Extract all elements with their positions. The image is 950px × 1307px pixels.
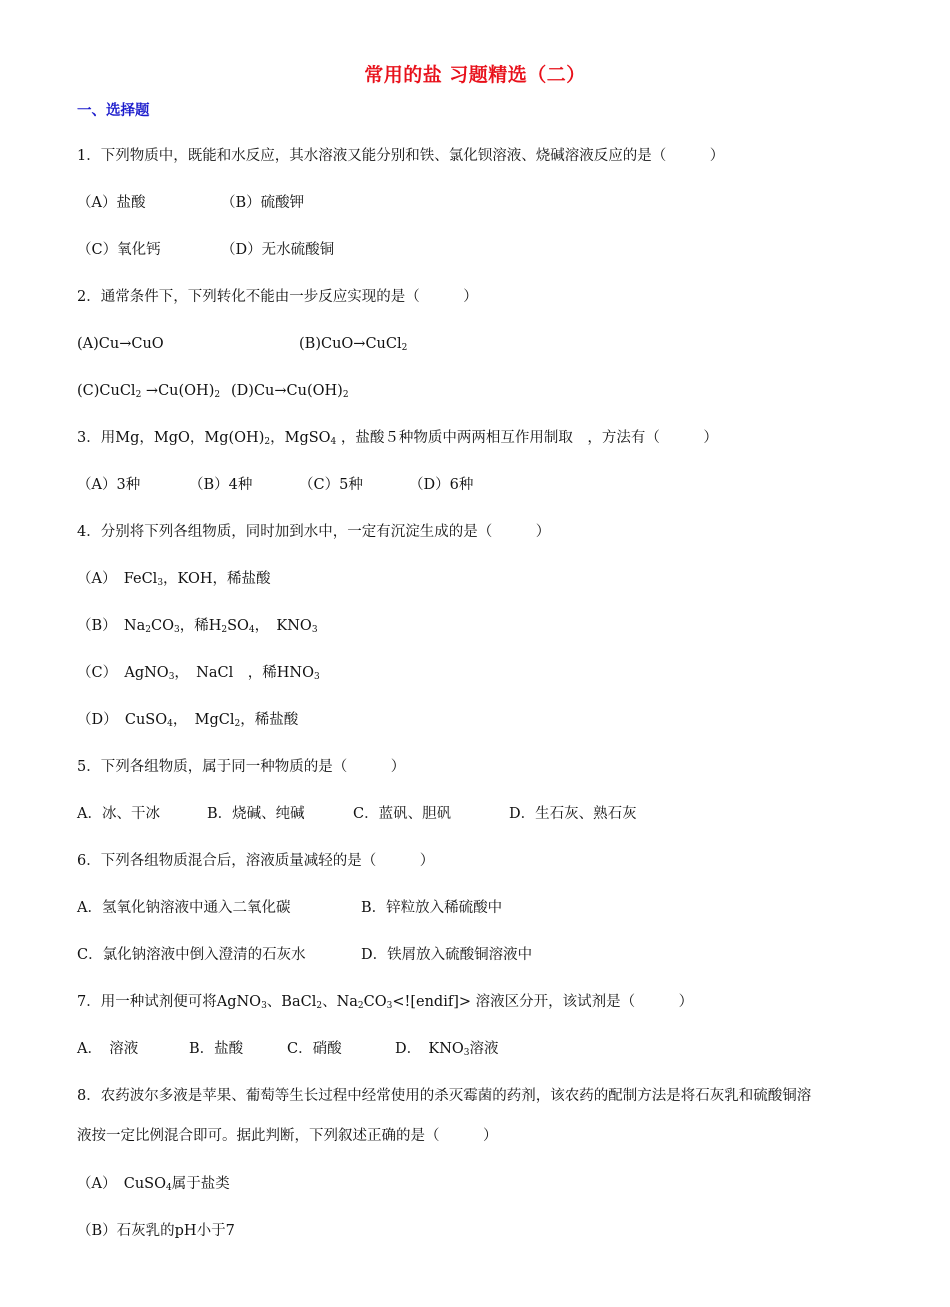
q4-option-d: （D） CuSO$_4$， MgCl$_2$，稀盐酸 (77, 712, 299, 729)
q2-option-b: (B)CuO→CuCl$_2$ (299, 336, 408, 353)
q8-stem-line2: 液按一定比例混合即可。据此判断，下列叙述正确的是（ ） (77, 1128, 498, 1144)
q7-options (77, 1039, 499, 1059)
q1-stem: 1．下列物质中，既能和水反应，其水溶液又能分别和铁、氯化钡溶液、烧碱溶液反应的是（ ） (77, 148, 725, 164)
q1-option-a: （A）盐酸 (77, 195, 146, 211)
q4-stem: 4．分别将下列各组物质，同时加到水中，一定有沉淀生成的是（ ） (77, 524, 551, 540)
q6-option-a: A．氢氧化钠溶液中通入二氧化碳 (77, 900, 291, 916)
q2-options-cd (77, 381, 349, 401)
q1-option-d: （D）无水硫酸铜 (221, 242, 335, 258)
q1-option-c: （C）氧化钙 (77, 242, 161, 258)
q3-option-d: （D）6种 (409, 477, 474, 493)
q3-stem: 3．用Mg，MgO，$Mg(OH)_2$，MgSO$_4$ ，盐酸５种物质中两两相互作用制取 ，方法有（ ） (77, 430, 718, 447)
q6-option-d: D．铁屑放入硫酸铜溶液中 (361, 947, 533, 963)
q8-option-a: （A） CuSO$_4$属于盐类 (77, 1176, 230, 1193)
q1-options-cd (77, 240, 334, 260)
q7-option-b: B．盐酸 (189, 1041, 244, 1057)
q2-option-a: (A)Cu→CuO (77, 336, 164, 352)
q7-stem: 7．用一种试剂便可将AgNO$_3$、BaCl$_2$、$Na_2CO_3<![endif]>$ 溶液区分开，该试剂是（ ） (77, 994, 694, 1011)
q4-option-c: （C） AgNO$_3$， NaCl ，稀$HNO_3$ (77, 665, 320, 682)
q6-option-b: B．锌粒放入稀硫酸中 (361, 900, 503, 916)
q6-option-c: C．氯化钠溶液中倒入澄清的石灰水 (77, 947, 306, 963)
q1-option-b: （B）硫酸钾 (221, 195, 305, 211)
q8-stem-line1: 8．农药波尔多液是苹果、葡萄等生长过程中经常使用的杀灭霉菌的药剂，该农药的配制方法是将石灰乳和硫酸铜溶 (77, 1088, 812, 1104)
q2-stem: 2．通常条件下，下列转化不能由一步反应实现的是（ ） (77, 289, 478, 305)
q7-option-a: A． 溶液 (77, 1041, 139, 1057)
q5-option-c: C．蓝矾、胆矾 (353, 806, 452, 822)
q5-options (77, 804, 637, 824)
q5-option-b: B．烧碱、纯碱 (207, 806, 305, 822)
q5-option-a: A．冰、干冰 (77, 806, 160, 822)
q2-option-c: (C)CuCl$_2$ $\to Cu(OH)_2$ (77, 383, 221, 400)
q6-options-cd (77, 945, 532, 965)
section-heading: 一、选择题 (77, 103, 150, 119)
q4-option-a: （A） FeCl$_3$，KOH，稀盐酸 (77, 571, 271, 588)
q3-option-c: （C）5种 (299, 477, 363, 493)
q6-stem: 6．下列各组物质混合后，溶液质量减轻的是（ ） (77, 853, 435, 869)
q2-option-d: $(D)Cu\to Cu(OH)_2$ (231, 383, 349, 400)
q3-options (77, 475, 473, 495)
q3-option-a: （A）3种 (77, 477, 141, 493)
q2-options-ab (77, 334, 407, 354)
q5-stem: 5．下列各组物质，属于同一种物质的是（ ） (77, 759, 406, 775)
q3-option-b: （B）4种 (189, 477, 253, 493)
page-title: 常用的盐 习题精选（二） (364, 64, 586, 86)
q7-option-c: C．硝酸 (287, 1041, 342, 1057)
q1-options-ab (77, 193, 304, 213)
q7-option-d: D． $KNO_3$溶液 (395, 1041, 499, 1058)
q8-option-b: （B）石灰乳的pH小于7 (77, 1223, 235, 1239)
q5-option-d: D．生石灰、熟石灰 (509, 806, 637, 822)
q4-option-b: （B） $Na_2CO_3$，稀$H_2SO_4$， $KNO_3$ (77, 618, 318, 635)
q6-options-ab (77, 898, 502, 918)
